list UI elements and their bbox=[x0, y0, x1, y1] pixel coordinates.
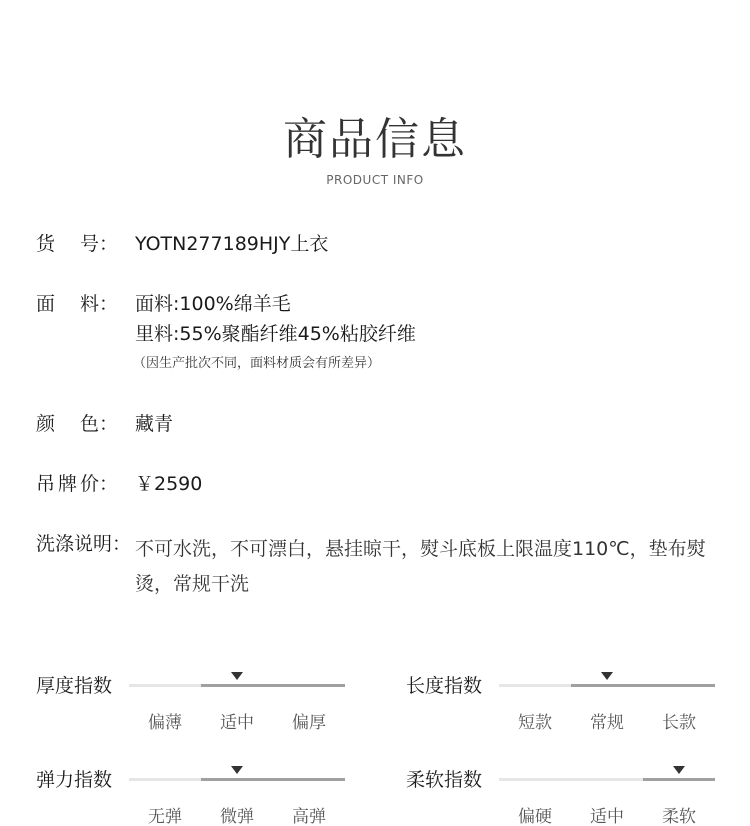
scale-segment bbox=[499, 778, 571, 781]
price-label-char: 价： bbox=[79, 473, 118, 495]
scale-marker-icon bbox=[601, 672, 613, 680]
scale-option: 常规 bbox=[590, 713, 624, 733]
scale-segment bbox=[201, 684, 273, 687]
scale-option: 高弹 bbox=[292, 807, 326, 826]
elasticity-scale-label: 弹力指数 bbox=[36, 769, 113, 791]
price-label-char: 牌 bbox=[57, 473, 77, 495]
color-label-char: 颜 bbox=[36, 413, 56, 435]
scale-segment bbox=[201, 778, 273, 781]
page-subtitle: PRODUCT INFO bbox=[326, 173, 424, 187]
scale-segment bbox=[129, 684, 201, 687]
scale-option: 长款 bbox=[662, 713, 696, 733]
softness-scale-label: 柔软指数 bbox=[406, 769, 483, 791]
scale-segment bbox=[571, 778, 643, 781]
scale-segment bbox=[499, 684, 571, 687]
scale-option: 短款 bbox=[518, 713, 552, 733]
length-scale bbox=[499, 684, 715, 733]
item-no-label bbox=[36, 232, 118, 256]
fabric-shell-value: 面料:100%绵羊毛 bbox=[135, 293, 291, 315]
wash-label: 洗涤说明： bbox=[36, 533, 132, 555]
fabric-note: （因生产批次不同，面料材质会有所差异） bbox=[133, 356, 381, 371]
scale-segment bbox=[273, 684, 345, 687]
item-no-label-char: 货 bbox=[36, 233, 56, 255]
price-value: ￥2590 bbox=[135, 473, 203, 495]
fabric-lining-value: 里料:55%聚酯纤维45%粘胶纤维 bbox=[135, 323, 416, 345]
scale-segment bbox=[273, 778, 345, 781]
fabric-label bbox=[36, 292, 118, 316]
thickness-scale-label: 厚度指数 bbox=[36, 675, 113, 697]
scale-segment bbox=[643, 778, 715, 781]
softness-scale bbox=[499, 778, 715, 826]
item-no-value: YOTN277189HJY上衣 bbox=[135, 233, 329, 255]
scale-option: 偏薄 bbox=[148, 713, 182, 733]
scale-marker-icon bbox=[673, 766, 685, 774]
scale-option: 柔软 bbox=[662, 807, 696, 826]
scale-segment bbox=[129, 778, 201, 781]
price-label bbox=[36, 472, 118, 496]
fabric-label-char: 料： bbox=[79, 293, 118, 315]
wash-instructions: 不可水洗，不可漂白，悬挂晾干，熨斗底板上限温度110℃，垫布熨烫，常规干洗 bbox=[135, 538, 706, 595]
elasticity-scale bbox=[129, 778, 345, 826]
fabric-label-char: 面 bbox=[36, 293, 56, 315]
scale-segment bbox=[571, 684, 643, 687]
scale-option: 微弹 bbox=[220, 807, 254, 826]
color-label-char: 色： bbox=[79, 413, 118, 435]
color-value: 藏青 bbox=[135, 413, 174, 435]
item-no-label-char: 号： bbox=[79, 233, 118, 255]
scale-option: 偏硬 bbox=[518, 807, 552, 826]
scale-segment bbox=[643, 684, 715, 687]
scale-option: 偏厚 bbox=[292, 713, 326, 733]
thickness-scale bbox=[129, 684, 345, 733]
scale-marker-icon bbox=[231, 766, 243, 774]
scale-option: 无弹 bbox=[148, 807, 182, 826]
color-label bbox=[36, 412, 118, 436]
scale-option: 适中 bbox=[220, 713, 254, 733]
length-scale-label: 长度指数 bbox=[406, 675, 483, 697]
price-label-char: 吊 bbox=[36, 473, 56, 495]
page-title: 商品信息 bbox=[283, 114, 467, 165]
scale-option: 适中 bbox=[590, 807, 624, 826]
scale-marker-icon bbox=[231, 672, 243, 680]
